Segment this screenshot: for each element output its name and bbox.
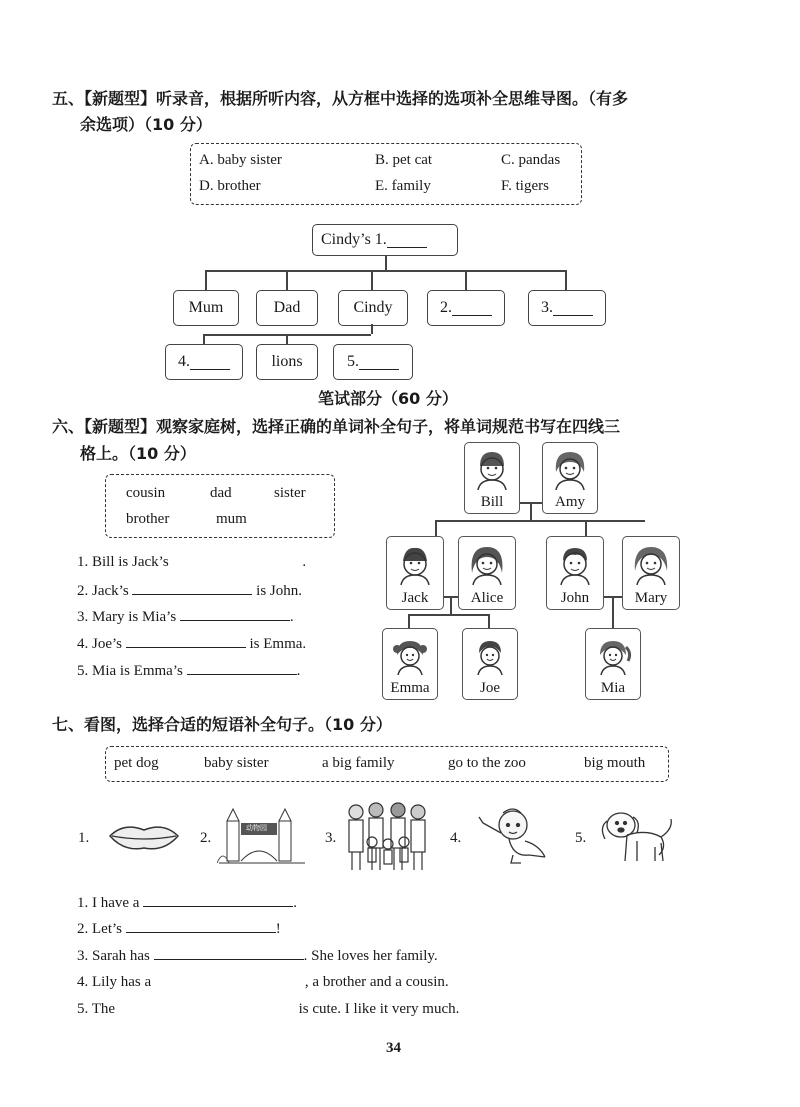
s7-sentence-2-post: ! — [275, 921, 281, 937]
mindmap-node-mum: Mum — [173, 290, 239, 326]
tree-person-joe — [462, 628, 518, 700]
tree-name-alice: Alice — [470, 590, 504, 606]
s6-sentence-2-pre: 2. Jack’s — [77, 583, 129, 599]
mindmap-node-dad: Dad — [256, 290, 318, 326]
s7-blank-2[interactable] — [126, 918, 276, 933]
tree-person-mary — [622, 536, 680, 610]
phrase-baby-sister: baby sister — [204, 755, 269, 771]
tree-name-john: John — [560, 590, 590, 606]
picture-number-2: 2. — [200, 830, 212, 846]
option-e: E. family — [375, 178, 431, 194]
s6-blank-2[interactable] — [132, 580, 252, 595]
s6-sentence-5-pre: 5. Mia is Emma’s — [77, 663, 183, 679]
s7-sentence-2 — [77, 918, 281, 938]
connector — [530, 502, 532, 520]
s6-sentence-3-post: . — [289, 609, 294, 625]
s7-sentence-3-pre: 3. Sarah has — [77, 948, 150, 964]
mindmap-blank-4[interactable] — [190, 355, 230, 370]
section5-title: 五、【新题型】听录音，根据所听内容，从方框中选择的选项补全思维导图。（有多 — [52, 89, 629, 108]
tree-name-emma: Emma — [390, 680, 430, 696]
s7-sentence-5 — [77, 999, 459, 1018]
word-brother: brother — [126, 511, 170, 527]
connector — [408, 614, 410, 628]
option-b: B. pet cat — [375, 152, 433, 168]
mindmap-node-5-label: 5. — [347, 353, 359, 370]
girl-avatar-icon — [383, 629, 437, 680]
section6-title: 六、【新题型】观察家庭树，选择正确的单词补全句子，将单词规范书写在四线三 — [52, 417, 621, 436]
mindmap-node-4 — [165, 344, 243, 380]
word-sister: sister — [274, 485, 306, 501]
tree-name-bill: Bill — [480, 494, 504, 510]
s7-sentence-5-pre: 5. The — [77, 1001, 116, 1017]
tree-name-mary: Mary — [634, 590, 668, 606]
mindmap-blank-1[interactable] — [387, 233, 427, 248]
mindmap-node-2 — [427, 290, 505, 326]
tree-person-amy — [542, 442, 598, 514]
word-dad: dad — [210, 485, 232, 501]
s6-sentence-4-pre: 4. Joe’s — [77, 636, 122, 652]
man-avatar-icon — [387, 537, 443, 590]
section6-title-cont: 格上。（10 分） — [80, 444, 196, 463]
option-c: C. pandas — [501, 152, 561, 168]
tree-person-mia — [585, 628, 641, 700]
mouth-icon — [104, 814, 184, 858]
page-number: 34 — [386, 1040, 401, 1056]
connector — [203, 334, 205, 344]
woman-avatar-icon — [543, 443, 597, 494]
s7-sentence-4-pre: 4. Lily has a — [77, 974, 152, 990]
word-mum: mum — [216, 511, 247, 527]
s7-sentence-4 — [77, 972, 449, 991]
mindmap-blank-3[interactable] — [553, 301, 593, 316]
mindmap-node-5 — [333, 344, 413, 380]
mindmap-blank-2[interactable] — [452, 301, 492, 316]
s7-blank-5[interactable] — [119, 999, 295, 1013]
mindmap-node-3 — [528, 290, 606, 326]
connector — [435, 520, 645, 522]
zoo-sign-text: 动物园 — [246, 824, 267, 832]
s6-sentence-4-post: is Emma. — [249, 636, 307, 652]
s6-sentence-3 — [77, 606, 294, 626]
tree-name-joe: Joe — [480, 680, 500, 696]
s6-sentence-1-pre: 1. Bill is Jack’s — [77, 554, 169, 570]
girl-avatar-icon — [586, 629, 640, 680]
picture-number-3: 3. — [325, 830, 337, 846]
mindmap-root-label: Cindy’s 1. — [321, 231, 387, 248]
option-d: D. brother — [199, 178, 261, 194]
connector — [286, 270, 288, 290]
tree-person-emma — [382, 628, 438, 700]
man-avatar-icon — [465, 443, 519, 494]
s7-sentence-3 — [77, 945, 438, 965]
connector — [450, 596, 452, 614]
s7-sentence-1-post: . — [293, 895, 297, 911]
section5-option-box — [190, 143, 582, 205]
boy-avatar-icon — [463, 629, 517, 680]
s7-sentence-5-post: is cute. I like it very much. — [298, 1001, 460, 1017]
s6-blank-3[interactable] — [180, 606, 290, 621]
baby-crawling-icon — [472, 804, 552, 868]
connector — [585, 520, 587, 536]
mindmap-node-lions: lions — [256, 344, 318, 380]
tree-name-amy: Amy — [555, 494, 585, 510]
connector — [205, 270, 565, 272]
s6-sentence-1 — [77, 552, 306, 571]
mindmap-node-cindy: Cindy — [338, 290, 408, 326]
family-tree — [380, 440, 680, 700]
picture-number-5: 5. — [575, 830, 587, 846]
phrase-go-to-the-zoo: go to the zoo — [448, 755, 526, 771]
s6-sentence-2-post: is John. — [256, 583, 303, 599]
word-cousin: cousin — [126, 485, 166, 501]
mindmap-blank-5[interactable] — [359, 355, 399, 370]
tree-name-mia: Mia — [600, 680, 626, 696]
connector — [408, 614, 488, 616]
connector — [371, 270, 373, 290]
connector — [488, 614, 490, 628]
man-avatar-icon — [547, 537, 603, 590]
big-family-icon — [342, 798, 432, 874]
section7-phrase-box — [105, 746, 669, 782]
puppy-icon — [596, 806, 678, 868]
connector — [385, 256, 387, 270]
zoo-gate-icon — [216, 802, 308, 868]
mindmap-node-3-label: 3. — [541, 299, 553, 316]
s7-blank-4[interactable] — [155, 972, 305, 986]
s7-sentence-2-pre: 2. Let’s — [77, 921, 122, 937]
option-f: F. tigers — [501, 178, 549, 194]
connector — [205, 270, 207, 290]
tree-person-bill — [464, 442, 520, 514]
section6-word-box — [105, 474, 335, 538]
picture-number-4: 4. — [450, 830, 462, 846]
connector — [612, 596, 614, 628]
phrase-a-big-family: a big family — [322, 755, 395, 771]
tree-name-jack: Jack — [401, 590, 429, 606]
tree-person-alice — [458, 536, 516, 610]
phrase-big-mouth: big mouth — [584, 755, 646, 771]
s6-sentence-2 — [77, 580, 302, 600]
s6-sentence-3-pre: 3. Mary is Mia’s — [77, 609, 177, 625]
s6-blank-5[interactable] — [187, 660, 297, 675]
mindmap-node-2-label: 2. — [440, 299, 452, 316]
s6-sentence-1-post: . — [302, 554, 307, 570]
connector — [465, 270, 467, 290]
s7-sentence-3-post: . She loves her family. — [303, 948, 438, 964]
s7-blank-1[interactable] — [143, 892, 293, 907]
tree-person-john — [546, 536, 604, 610]
section7-title: 七、看图，选择合适的短语补全句子。（10 分） — [52, 715, 392, 734]
connector — [435, 520, 437, 536]
s6-sentence-5 — [77, 660, 300, 680]
s6-blank-4[interactable] — [126, 633, 246, 648]
s6-blank-1[interactable] — [172, 552, 302, 566]
connector — [565, 270, 567, 290]
connector — [371, 324, 373, 334]
s7-sentence-4-post: , a brother and a cousin. — [304, 974, 449, 990]
option-a: A. baby sister — [199, 152, 282, 168]
mindmap-root — [312, 224, 458, 256]
woman-avatar-icon — [623, 537, 679, 590]
tree-person-jack — [386, 536, 444, 610]
connector — [286, 334, 288, 344]
s7-blank-3[interactable] — [154, 945, 304, 960]
s6-sentence-5-post: . — [296, 663, 301, 679]
phrase-pet-dog: pet dog — [114, 755, 159, 771]
s6-sentence-4 — [77, 633, 306, 653]
written-part-heading: 笔试部分（60 分） — [318, 389, 458, 408]
section5-title-cont: 余选项）（10 分） — [80, 115, 212, 134]
s7-sentence-1 — [77, 892, 297, 912]
picture-number-1: 1. — [78, 830, 90, 846]
s7-sentence-1-pre: 1. I have a — [77, 895, 140, 911]
mindmap-node-4-label: 4. — [178, 353, 190, 370]
woman-avatar-icon — [459, 537, 515, 590]
